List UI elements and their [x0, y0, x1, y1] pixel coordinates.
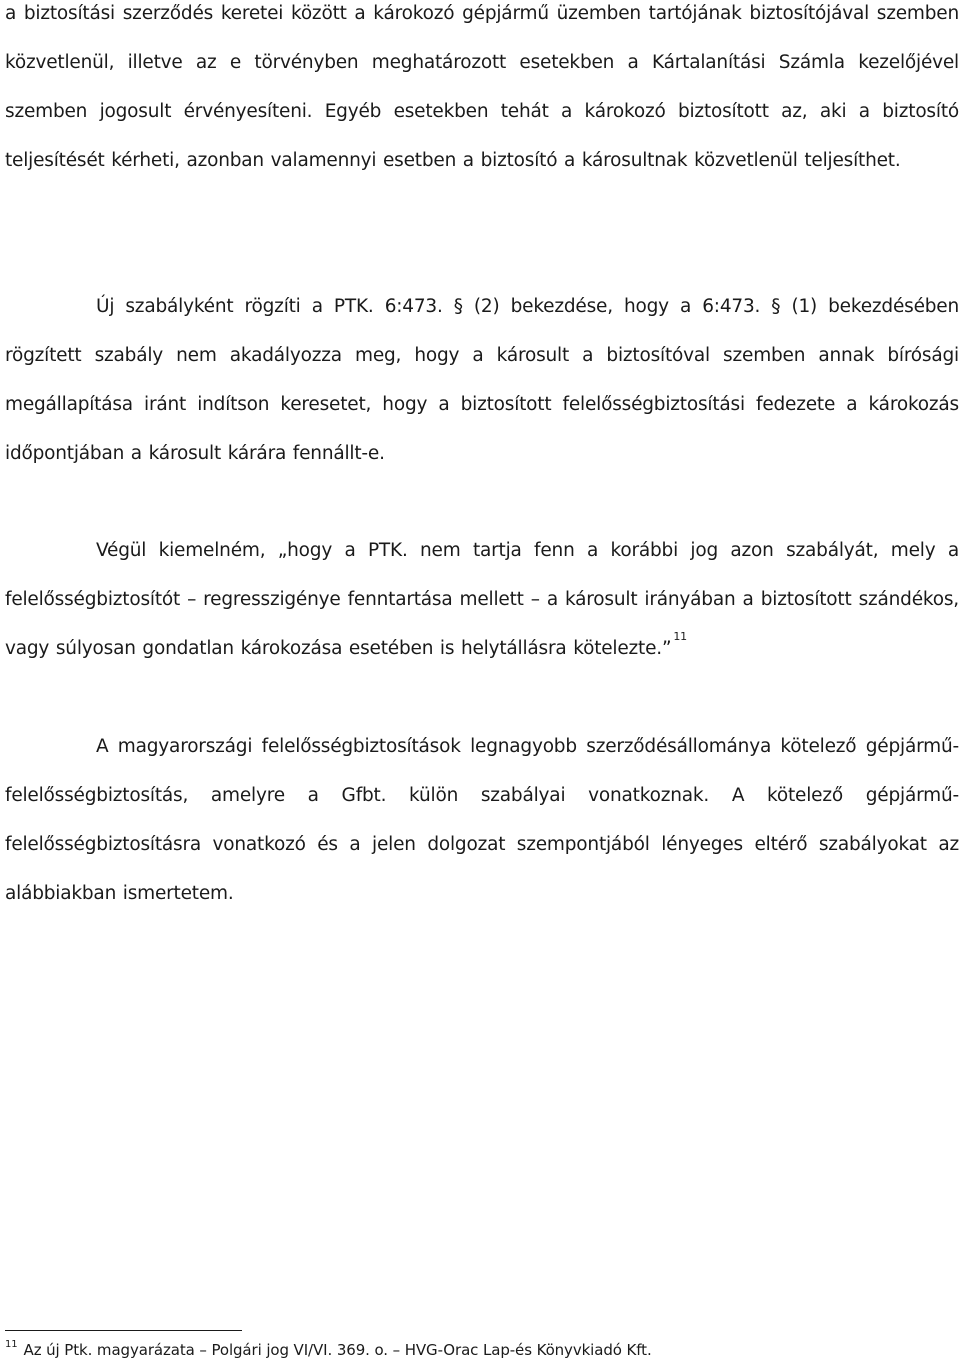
- paragraph-1: [5, 0, 959, 185]
- footnote-number: 11: [5, 1339, 18, 1350]
- paragraph-1-text: a biztosítási szerződés keretei között a károkozó gépjármű üzemben tartójának biztosítójával szemben közvetlenül, illetve az e törvényben meghatározott esetekben a Kártalanítási Számla kezelőjével szemben jogosult érvényesíteni. Egyéb esetekben tehát a károkozó biztosított az, aki a biztosító teljesítését kérheti, azonban valamennyi esetben a biztosító a károsultnak közvetlenül teljesíthet.: [5, 3, 959, 171]
- paragraph-3: [5, 526, 959, 673]
- paragraph-2: [5, 282, 959, 478]
- paragraph-2-text: Új szabályként rögzíti a PTK. 6:473. § (2) bekezdése, hogy a 6:473. § (1) bekezdésében rögzített szabály nem akadályozza meg, hogy a károsult a biztosítóval szemben annak bírósági megállapítása iránt indítson keresetet, hogy a biztosított felelősségbiztosítási fedezete a károkozás időpontjában a károsult kárára fennállt-e.: [5, 296, 959, 464]
- footnote-text: Az új Ptk. magyarázata – Polgári jog VI/VI. 369. o. – HVG-Orac Lap-és Könyvkiadó Kft.: [23, 1341, 652, 1359]
- footnote-separator: [5, 1330, 242, 1331]
- paragraph-4: [5, 722, 959, 918]
- footnote: [5, 1338, 652, 1362]
- footnote-reference: 11: [673, 630, 687, 643]
- paragraph-3-text: Végül kiemelném, „hogy a PTK. nem tartja fenn a korábbi jog azon szabályát, mely a felelősségbiztosítót – regresszigénye fenntartása mellett – a károsult irányában a biztosított szándékos, vagy súlyosan gondatlan károkozása esetében is helytállásra kötelezte.”: [5, 540, 959, 659]
- paragraph-4-text: A magyarországi felelősségbiztosítások legnagyobb szerződésállománya kötelező gépjármű-felelősségbiztosítás, amelyre a Gfbt. külön szabályai vonatkoznak. A kötelező gépjármű-felelősségbiztosításra vonatkozó és a jelen dolgozat szempontjából lényeges eltérő szabályokat az alábbiakban ismertetem.: [5, 736, 959, 904]
